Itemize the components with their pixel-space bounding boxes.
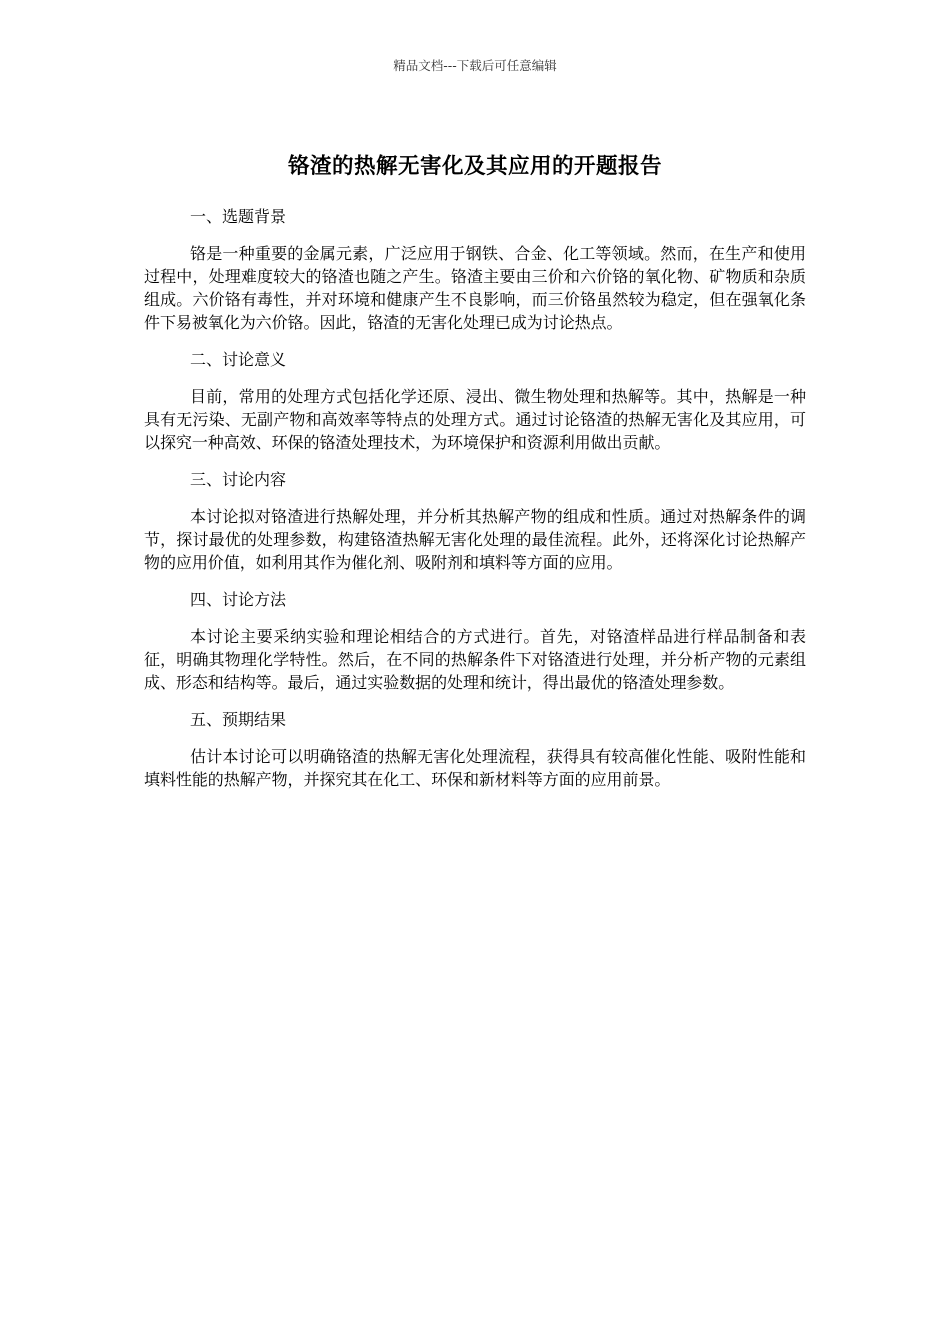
- section-paragraph: 本讨论主要采纳实验和理论相结合的方式进行。首先，对铬渣样品进行样品制备和表征，明确其物理化学特性。然后，在不同的热解条件下对铬渣进行处理，并分析产物的元素组成、形态和结构等。最后，通过实验数据的处理和统计，得出最优的铬渣处理参数。: [144, 627, 806, 692]
- section-expected-results: [144, 708, 806, 791]
- section-methods: [144, 588, 806, 694]
- document-title: 铬渣的热解无害化及其应用的开题报告: [287, 154, 662, 180]
- header-note: 精品文档---下载后可任意编辑: [393, 58, 557, 73]
- section-paragraph: 估计本讨论可以明确铬渣的热解无害化处理流程，获得具有较高催化性能、吸附性能和填料性能的热解产物，并探究其在化工、环保和新材料等方面的应用前景。: [144, 747, 806, 789]
- section-heading: 四、讨论方法: [190, 590, 287, 609]
- document-body: [144, 205, 806, 805]
- section-heading: 一、选题背景: [190, 207, 287, 226]
- section-content: [144, 468, 806, 574]
- section-paragraph: 目前，常用的处理方式包括化学还原、浸出、微生物处理和热解等。其中，热解是一种具有无污染、无副产物和高效率等特点的处理方式。通过讨论铬渣的热解无害化及其应用，可以探究一种高效、环保的铬渣处理技术，为环境保护和资源利用做出贡献。: [144, 387, 806, 452]
- section-heading: 二、讨论意义: [190, 350, 287, 369]
- section-heading: 五、预期结果: [190, 710, 287, 729]
- section-paragraph: 铬是一种重要的金属元素，广泛应用于钢铁、合金、化工等领域。然而，在生产和使用过程中，处理难度较大的铬渣也随之产生。铬渣主要由三价和六价铬的氧化物、矿物质和杂质组成。六价铬有毒性，并对环境和健康产生不良影响，而三价铬虽然较为稳定，但在强氧化条件下易被氧化为六价铬。因此，铬渣的无害化处理已成为讨论热点。: [144, 244, 806, 332]
- section-heading: 三、讨论内容: [190, 470, 287, 489]
- section-background: [144, 205, 806, 334]
- section-significance: [144, 348, 806, 454]
- section-paragraph: 本讨论拟对铬渣进行热解处理，并分析其热解产物的组成和性质。通过对热解条件的调节，探讨最优的处理参数，构建铬渣热解无害化处理的最佳流程。此外，还将深化讨论热解产物的应用价值，如利用其作为催化剂、吸附剂和填料等方面的应用。: [144, 507, 806, 572]
